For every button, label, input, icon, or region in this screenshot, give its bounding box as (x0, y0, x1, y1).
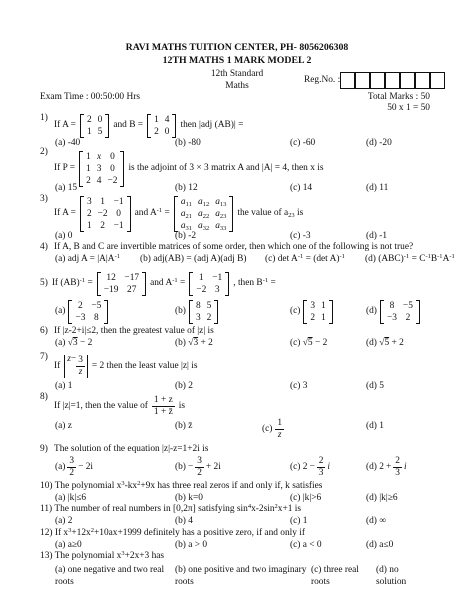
option-a[interactable]: (a) |k|≤6 (55, 493, 87, 503)
question-number: 5) (40, 278, 48, 289)
option-d[interactable]: (d) 2 + $\frac{2}{3}$ i (366, 456, 407, 478)
option-c[interactable]: (c) 14 (290, 183, 313, 193)
option-a[interactable]: (a) √3 − 2 (55, 338, 93, 348)
option-c[interactable]: (c) -60 (290, 138, 316, 148)
reg-box[interactable] (415, 72, 430, 89)
question-number: 6) (40, 326, 48, 336)
reg-box[interactable] (355, 72, 370, 89)
option-d[interactable]: (d) 5 (366, 381, 384, 391)
question-5-stem (40, 272, 276, 296)
fraction: $\frac{1 + z}{1 + z̄}$ (153, 395, 173, 417)
question-13-text: 13) The polynomial $x^3+2x+3$ has (40, 550, 165, 561)
question-number: 1) (40, 113, 48, 123)
option-a[interactable]: (a) 2 (55, 516, 73, 526)
paper-title: 12TH MATHS 1 MARK MODEL 2 (162, 55, 312, 66)
option-c[interactable]: (c) √5 − 2 (290, 338, 328, 348)
option-a[interactable]: (a) 2 −3 −5 8 (55, 300, 108, 324)
total-marks: Total Marks : 50 (367, 92, 430, 102)
question-10-text: 10) The polynomial $x^3-kx^2+9x$ has three real zeros if and only if, k satisfies (40, 480, 323, 491)
matrix-p: 1 1 2 x 3 4 0 0 −2 (79, 151, 124, 187)
option-a[interactable]: (a) one negative and two real roots (55, 565, 165, 587)
question-number: 3) (40, 194, 48, 204)
question-6-text: If |z-2+i|≤2, then the greatest value of |z| is (54, 326, 214, 336)
question-12-text: 12) If $x^3+12x^2+10ax+1999$ definitely has a positive zero, if and only if (40, 527, 306, 538)
matrix-b: 1 2 4 0 (147, 114, 176, 138)
option-b[interactable]: (b) 8 3 5 2 (175, 300, 218, 324)
q3-suffix: the value of $a_{23}$ is (237, 208, 304, 220)
option-c[interactable]: (c) three real roots (311, 565, 359, 587)
reg-box[interactable] (340, 72, 355, 89)
option-d[interactable]: (d) no solution (376, 565, 407, 587)
option-b[interactable]: (b) 2 (175, 381, 193, 391)
option-b[interactable]: (b) 12 (175, 183, 198, 193)
question-3-stem (54, 196, 303, 232)
q5-suffix: , then $B^{-1}$ = (233, 277, 276, 289)
question-number: 9) (40, 444, 48, 454)
option-b[interactable]: (b) a > 0 (175, 540, 208, 550)
option-d[interactable]: (d) 1 (366, 421, 384, 431)
option-a[interactable]: (a) 15 (55, 183, 78, 193)
question-number: 2) (40, 147, 48, 157)
question-9-text: The solution of the equation |z|-z=1+2i is (54, 444, 209, 454)
option-a[interactable]: (a) z (55, 421, 72, 431)
question-1-stem (54, 114, 243, 138)
option-b[interactable]: (b) k=0 (175, 493, 203, 503)
option-d[interactable]: (d) 8 −3 −5 2 (366, 300, 420, 324)
question-number: 8) (40, 392, 48, 402)
q2-prefix: If P = (54, 163, 76, 174)
q5-prefix: If (AB)$^{-1}$ = (51, 277, 93, 289)
option-a[interactable]: (a) a≥0 (55, 540, 82, 550)
question-number: 7) (40, 352, 48, 362)
matrix-a: 2 1 0 5 (80, 114, 109, 138)
option-b[interactable]: (b) 4 (175, 516, 193, 526)
matrix-a-inverse: 1 −2 −1 3 (189, 272, 229, 296)
option-c[interactable]: (c) |k|>6 (290, 493, 322, 503)
center-name: RAVI MATHS TUITION CENTER, PH- 8056206308 (125, 42, 349, 53)
question-7-stem: If z − $\frac{3}{z}$ = 2 then the least value |z| is (54, 354, 198, 377)
q1-mid: and B = (113, 120, 144, 131)
reg-box[interactable] (385, 72, 400, 89)
standard-label: 12th Standard (210, 69, 264, 79)
reg-box[interactable] (370, 72, 385, 89)
option-d[interactable]: (d) -20 (366, 138, 392, 148)
option-c[interactable]: (c) 3 (290, 381, 308, 391)
option-d[interactable]: (d) √5 + 2 (366, 338, 404, 348)
question-8-stem: If |z|=1, then the value of $\frac{1 + z}{1 + z̄}$ is (54, 395, 185, 417)
option-d[interactable]: (d) $(ABC)^{-1} = C^{-1}B^{-1}A^{-1}$ (365, 253, 455, 264)
option-b[interactable]: (b) − $\frac{3}{2}$ + 2i (175, 456, 221, 478)
option-d[interactable]: (d) 11 (366, 183, 389, 193)
matrix-a: 3 2 1 1 −2 2 −1 0 −1 (80, 196, 131, 232)
reg-box[interactable] (400, 72, 415, 89)
subject-label: Maths (225, 81, 249, 91)
option-b[interactable]: (b) z̄ (175, 421, 193, 431)
option-c[interactable]: (c) 3 2 1 1 (290, 300, 333, 324)
marks-calculation: 50 x 1 = 50 (387, 103, 430, 113)
exam-time: Exam Time : 00:50:00 Hrs (40, 92, 141, 102)
option-a[interactable]: (a) $\frac{3}{2}$ − 2i (55, 456, 94, 478)
matrix-a-inverse: $a_{11}$ $a_{21}$ $a_{31}$ $a_{12}$ $a_{22}$ $a_{32}$ $a_{13}$ $a_{23}$ $a_{33}$ (174, 196, 234, 232)
option-c[interactable]: (c) $\det A^{-1} = (\det$ A)$^{-1}$ (265, 253, 345, 264)
question-11-text: 11) The number of real numbers in [0,2π] satisfying $\sin^4x-2\sin^2x+1$ is (40, 503, 302, 514)
option-c[interactable]: (c) a < 0 (290, 540, 322, 550)
option-d[interactable]: (d) ∞ (366, 516, 386, 526)
option-c[interactable]: (c) -3 (290, 231, 311, 241)
option-b[interactable]: (b) one positive and two imaginary roots (175, 565, 307, 587)
q1-prefix: If A = (54, 120, 76, 131)
option-b[interactable]: (b) √3 + 2 (175, 338, 213, 348)
question-2-stem (54, 151, 324, 187)
option-a[interactable]: (a) adj $A = |A|A^{-1}$ (55, 253, 120, 264)
q5-mid: and $A^{-1}$ = (150, 277, 186, 289)
q3-mid: and $A^{-1}$ = (134, 207, 170, 219)
option-a[interactable]: (a) -40 (55, 138, 81, 148)
option-b[interactable]: (b) -80 (175, 138, 201, 148)
option-c[interactable]: (c) 2 − $\frac{2}{3}$ i (290, 456, 331, 478)
option-d[interactable]: (d) a≤0 (366, 540, 394, 550)
q2-suffix: is the adjoint of 3 × 3 matrix A and |A| = 4, then x is (128, 163, 324, 174)
q3-prefix: If A = (54, 208, 76, 219)
option-c[interactable]: (c) 1 (290, 516, 308, 526)
option-b[interactable]: (b) -2 (175, 231, 197, 241)
option-c[interactable]: (c) $\frac{1}{z}$ (262, 418, 283, 440)
modulus-expression: z − $\frac{3}{z}$ (64, 355, 88, 378)
q1-suffix: then |adj (AB)| = (180, 120, 244, 131)
option-b[interactable]: (b) adj(AB) = (adj A)(adj B) (140, 254, 247, 264)
question-4-text: If A, B and C are invertible matrices of some order, then which one of the following is not true? (54, 242, 414, 252)
option-d[interactable]: (d) -1 (366, 231, 388, 241)
reg-box[interactable] (430, 72, 445, 89)
reg-no-label: Reg.No. : (304, 75, 341, 85)
question-number: 4) (40, 242, 48, 252)
matrix-ab-inverse: 12 −19 −17 27 (97, 272, 146, 296)
option-a[interactable]: (a) 0 (55, 231, 73, 241)
option-d[interactable]: (d) |k|≥6 (366, 493, 398, 503)
option-a[interactable]: (a) 1 (55, 381, 73, 391)
